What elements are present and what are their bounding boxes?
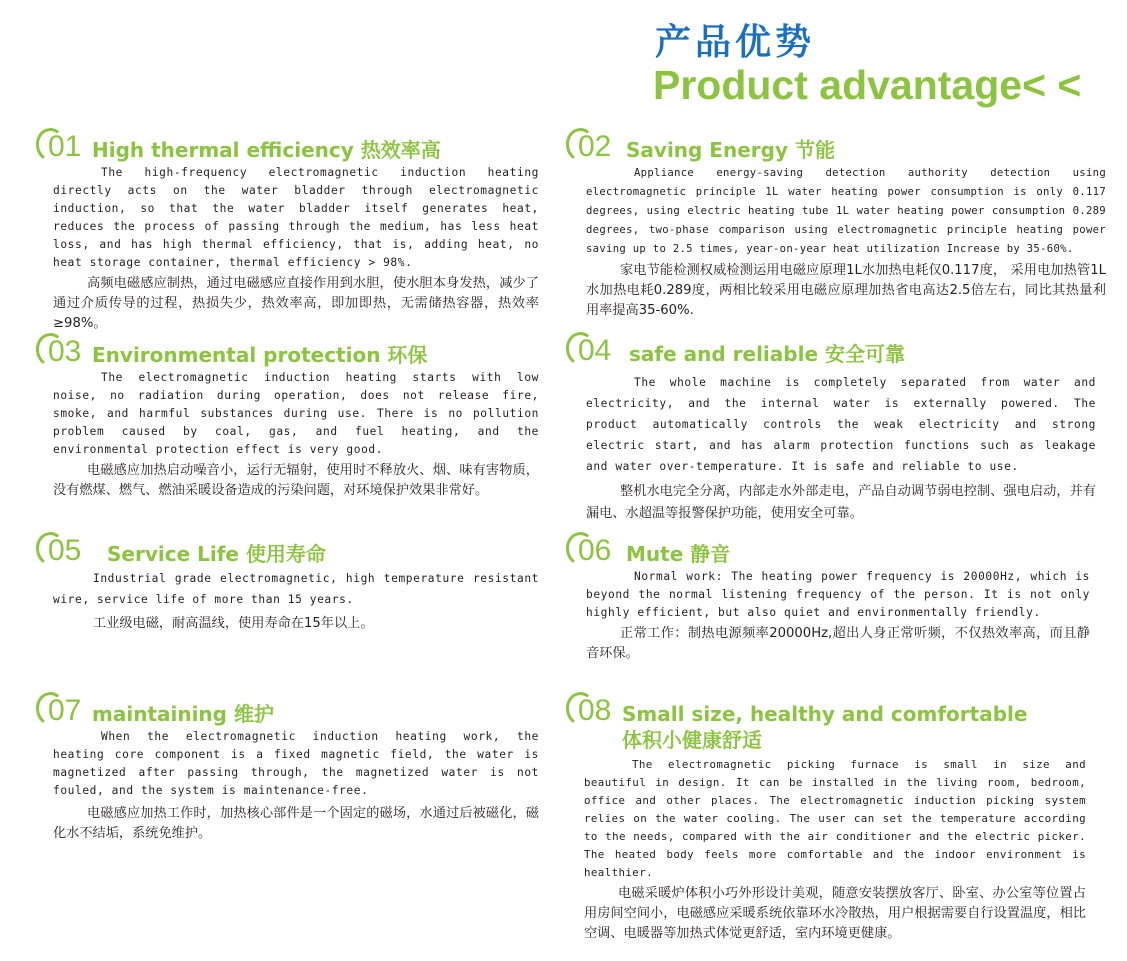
section-title: High thermal efficiency 热效率高 <box>92 138 441 162</box>
section-05 <box>36 532 539 634</box>
section-text-en: The high-frequency electromagnetic induction heating directly acts on the water bladder through electromagnetic induction, so that the water bladder itself generates heat, reduces the process of passing through the medium, has less heat loss, and has high thermal efficiency, that is, adding heat, no heat storage container, thermal efficiency > 98%. <box>53 166 539 269</box>
section-text-cn: 电磁感应加热工作时，加热核心部件是一个固定的磁场，水通过后被磁化，磁化水不结垢，系统免维护。 <box>53 806 539 841</box>
section-header <box>566 692 1086 732</box>
section-header <box>36 532 539 572</box>
page-title-cn: 产品优势 <box>655 22 816 63</box>
section-title: safe and reliable 安全可靠 <box>629 342 905 366</box>
section-text-cn: 电磁采暖炉体积小巧外形设计美观，随意安装摆放客厅、卧室、办公室等位置占用房间空间小，电磁感应采暖系统依靠环水冷散热，用户根据需要自行设置温度，相比空调、电暖器等加热式体觉更舒适，室内环境更健康。 <box>584 886 1086 941</box>
section-number: 01 <box>48 130 82 163</box>
section-text-en: The whole machine is completely separated from water and electricity, and the internal water is externally powered. The product automatically controls the weak electricity and strong electric start, and has alarm protection functions such as leakage and water over-temperature. It is safe and reliable to use. <box>586 376 1096 473</box>
section-text-cn: 整机水电完全分离，内部走水外部走电，产品自动调节弱电控制、强电启动，并有漏电、水超温等报警保护功能，使用安全可靠。 <box>586 484 1096 521</box>
section-number: 05 <box>48 534 82 567</box>
section-01 <box>36 128 539 334</box>
section-text-cn: 正常工作：制热电源频率20000Hz,超出人身正常听频，不仅热效率高，而且静音环保。 <box>586 626 1090 661</box>
section-text-en: Appliance energy-saving detection authority detection using electromagnetic principle 1L water heating power consumption is only 0.117 degrees, using electric heating tube 1L water heating power consumption 0.289 degrees, two-phase comparison using electromagnetic principle heating power saving up to 2.5 times, year-on-year heat utilization Increase by 35-60%. <box>586 167 1106 255</box>
section-title-cn: 体积小健康舒适 <box>622 728 762 752</box>
section-text-en: When the electromagnetic induction heating work, the heating core component is a fixed magnetic field, the water is magnetized after passing through, the magnetized water is not fouled, and the system is maintenance-free. <box>53 730 539 797</box>
section-header <box>36 128 539 168</box>
section-number: 04 <box>578 334 612 367</box>
section-text-cn: 电磁感应加热启动噪音小，运行无辐射，使用时不释放火、烟、味有害物质，没有燃煤、燃气、燃油采暖设备造成的污染问题，对环境保护效果非常好。 <box>53 463 539 498</box>
section-header <box>566 332 1096 372</box>
section-title: Saving Energy 节能 <box>626 138 835 162</box>
section-04 <box>566 332 1096 525</box>
section-text-cn: 高频电磁感应制热，通过电磁感应直接作用到水胆，使水胆本身发热，减少了通过介质传导的过程，热损失少，热效率高，即加即热，无需储热容器，热效率≥98%。 <box>53 276 539 331</box>
section-title: Service Life 使用寿命 <box>107 542 326 566</box>
section-08 <box>566 692 1086 944</box>
section-title: Small size, healthy and comfortable <box>622 702 1028 726</box>
section-number: 03 <box>48 335 82 368</box>
section-07 <box>36 692 539 844</box>
section-title: Environmental protection 环保 <box>92 343 428 367</box>
section-number: 07 <box>48 694 82 727</box>
section-header <box>566 532 1090 572</box>
section-header <box>566 128 1106 168</box>
section-title: maintaining 维护 <box>92 702 274 726</box>
section-text-en: The electromagnetic induction heating starts with low noise, no radiation during operation, does not release fire, smoke, and harmful substances during use. There is no pollution problem caused by coal, gas, and fuel heating, and the environmental protection effect is very good. <box>53 371 539 456</box>
section-number: 02 <box>578 130 612 163</box>
section-number: 08 <box>578 694 612 727</box>
section-text-en: Industrial grade electromagnetic, high temperature resistant wire, service life of more than 15 years. <box>53 572 539 606</box>
section-text-en: Normal work: The heating power frequency is 20000Hz, which is beyond the normal listening frequency of the person. It is not only highly efficient, but also quiet and environmentally friendly. <box>586 570 1090 619</box>
section-text-cn: 工业级电磁，耐高温线，使用寿命在15年以上。 <box>93 616 374 631</box>
section-03 <box>36 333 539 501</box>
page-title-en: Product advantage< < <box>653 62 1082 108</box>
section-text-en: The electromagnetic picking furnace is small in size and beautiful in design. It can be installed in the living room, bedroom, office and other places. The electromagnetic induction picking system relies on the water cooling. The user can set the temperature according to the needs, compared with the air conditioner and the electric picker. The heated body feels more comfortable and the indoor environment is healthier. <box>584 758 1086 879</box>
section-header <box>36 692 539 732</box>
section-title: Mute 静音 <box>626 542 731 566</box>
section-text-cn: 家电节能检测权威检测运用电磁应原理1L水加热电耗仅0.117度， 采用电加热管1L水加热电耗0.289度，两相比较采用电磁应原理加热省电高达2.5倍左右，同比其热量利用率提高35-60%. <box>586 263 1106 318</box>
section-06 <box>566 532 1090 664</box>
section-header <box>36 333 539 373</box>
section-number: 06 <box>578 534 612 567</box>
section-02 <box>566 128 1106 321</box>
